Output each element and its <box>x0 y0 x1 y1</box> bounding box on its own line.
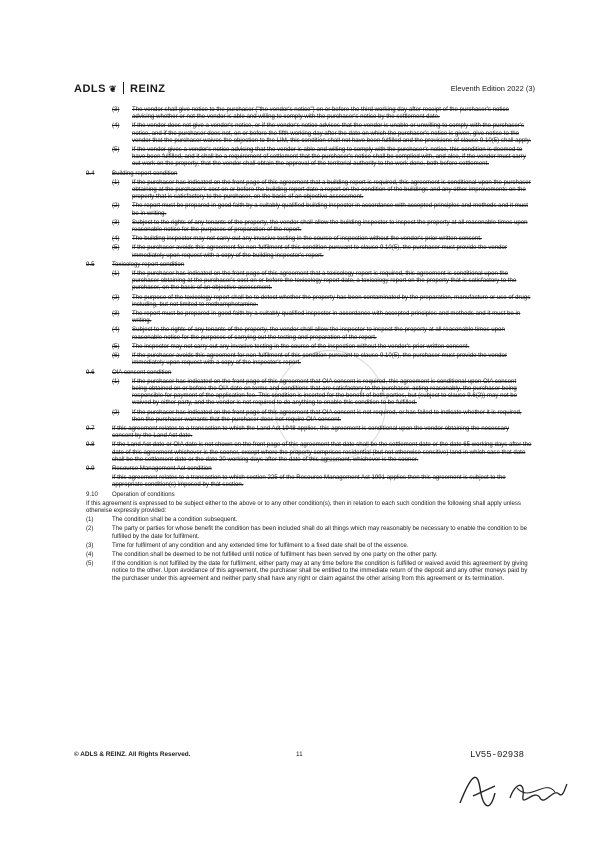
handwritten-signature-icon <box>455 758 575 818</box>
clause-9-10-1: (1) The condition shall be a condition subsequent. <box>86 516 238 524</box>
clause-9-5-1: (1) If the purchaser has indicated on the front page of this agreement that a toxicology report is required, this agreement is conditional upon the purchaser obtaining at the purchaser's cost on or before the toxicology report date, a toxicology report on the property that is satisfactory to the purchaser, on the basis of an objective assessment. <box>112 270 517 292</box>
clause-9-5-4: (4) Subject to the rights of any tenants of the property, the vendor shall allow the inspector to inspect the property at all reasonable times upon reasonable notice for the purposes of carrying out the testing and preparation of the report. <box>112 326 505 341</box>
section-9-5-heading: 9.5 Toxicology report condition <box>86 260 185 268</box>
clause-9-3-5: (5) If the vendor gives a vendor's notice advising that the vendor is able and willing to comply with the purchaser's notice, this condition is deemed to have been fulfilled, and it shall be a requirement of settlement that the purchaser's notice shall be complied with, and also, if the vendor must carry out work on the property, that the vendor shall obtain the approval of the territorial authority to the work done, both before settlement. <box>112 146 526 168</box>
clause-9-4-2: (2) The report must be prepared in good faith by a suitably qualified building inspector in accordance with accepted principles and methods and it must be in writing. <box>112 202 528 217</box>
clause-9-10-5: (5) If the condition is not fulfilled by the date for fulfilment, either party may at any time before the condition is fulfilled or waived avoid this agreement by giving notice to the other. Upon avoidance of this agreement, the purchaser shall be entitled to the immediate return of the deposit and any other moneys paid by the purchaser under this agreement and neither party shall have any right or claim against the other arising from this agreement or its termination. <box>86 560 528 582</box>
clause-9-10-3: (3) Time for fulfilment of any condition and any extended time for fulfilment to a fixed date shall be of the essence. <box>86 541 409 549</box>
section-9-9-heading: 9.9 Resource Management Act condition <box>86 464 212 472</box>
section-9-8: 9.8 If the Land Act date or OIA date is not shown on the front page of this agreement that date shall be the settlement date or the date 65 working days after the date of this agreement whichever is the sooner, except where the property comprises residential (but not otherwise sensitive) land in which case that date shall be the settlement date or the date 20 working days after the date of this agreement, whichever is the sooner. <box>86 441 532 463</box>
clause-9-4-3: (3) Subject to the rights of any tenants of the property, the vendor shall allow the building inspector to inspect the property at all reasonable times upon reasonable notice for the purposes of preparation of the report. <box>112 218 528 234</box>
brand-logo <box>74 82 166 95</box>
clause-9-5-5: (5) The inspector may not carry out any invasive testing in the course of the inspection without the vendor's prior written consent. <box>112 342 470 350</box>
section-9-6-heading: 9.6 OIA consent condition <box>86 368 172 376</box>
section-9-9-text: If this agreement relates to a transaction to which section 225 of the Resource Management Act 1991 applies then this agreement is subject to the appropriate condition(s) imposed by that section. <box>112 474 506 489</box>
section-9-4-heading: 9.4 Building report condition <box>86 169 178 177</box>
section-9-7: 9.7 If this agreement relates to a transaction to which the Land Act 1948 applies, this agreement is conditional upon the vendor obtaining the necessary consent by the Land Act date. <box>86 424 510 440</box>
section-9-10-heading: 9.10 Operation of conditions <box>86 490 175 498</box>
section-9-10-intro: If this agreement is expressed to be subject either to the above or to any other condition(s), then in relation to each such condition the following shall apply unless otherwise expressly provided: <box>86 499 521 514</box>
kiwi-emblem-icon: ❦ <box>108 84 117 94</box>
page-number: 11 <box>296 751 303 758</box>
clause-9-5-3: (3) The report must be prepared in good faith by a suitably qualified inspector in accordance with accepted principles and methods and it must be in writing. <box>112 310 521 325</box>
document-body <box>86 106 532 584</box>
clause-9-4-1: (1) If the purchaser has indicated on the front page of this agreement that a building report is required, this agreement is conditional upon the purchaser obtaining at the purchaser's cost on or before the building report date a report on the condition of the buildings and any other improvements on the property that is satisfactory to the purchaser, on the basis of an objective assessment. <box>112 178 531 201</box>
clause-9-4-5: (5) If the purchaser avoids this agreement for non-fulfilment of this condition pursuant to clause 9.10(5), the purchaser must provide the vendor immediately upon request with a copy of the building inspector's report. <box>112 244 507 259</box>
clause-9-10-4: (4) The condition shall be deemed to be not fulfilled until notice of fulfilment has been served by one party on the other party. <box>86 550 438 558</box>
clause-9-5-6: (6) If the purchaser avoids this agreement for non-fulfilment of this condition pursuant to clause 9.10(5), the purchaser must provide the vendor immediately upon request with a copy of the inspector's report. <box>112 352 507 367</box>
clause-9-6-2: (2) If the purchaser has indicated on the front page of this agreement that OIA consent is not required, or has failed to indicate whether it is required, then the purchaser warrants that the purchaser does not require OIA consent. <box>112 408 522 423</box>
logo-divider <box>123 82 124 94</box>
copyright-notice: © ADLS & REINZ. All Rights Reserved. <box>74 751 191 758</box>
clause-9-3-3: (3) The vendor shall give notice to the purchaser ("the vendor's notice") on or before the third working day after receipt of the purchaser's notice advising whether or not the vendor is able and willing to comply with the purchaser's notice by the settlement date. <box>112 106 509 121</box>
clause-9-4-4: (4) The building inspector may not carry out any invasive testing in the course of inspection without the vendor's prior written consent. <box>112 235 482 243</box>
clause-9-6-1: (1) If the purchaser has indicated on the front page of this agreement that OIA consent is required, this agreement is conditional upon OIA consent being obtained on or before the OIA date on terms and conditions that are satisfactory to the purchaser, acting reasonably, the purchaser being responsible for payment of the application fee. This condition is inserted for the benefit of both parties, but (subject to clause 9.6(2)) may not be waived by either party, and the vendor is not required to do anything to enable this condition to be fulfilled. <box>112 377 518 407</box>
clause-9-10-2: (2) The party or parties for whose benefit the condition has been included shall do all things which may reasonably be necessary to enable the condition to be fulfilled by the date for fulfilment. <box>86 525 527 540</box>
brand-adls: ADLS <box>74 83 106 95</box>
clause-9-3-4: (4) If the vendor does not give a vendor's notice, or if the vendor's notice advises that the vendor is unable or unwilling to comply with the purchaser's notice, and if the purchaser does not, on or before the fifth working day after the date on which the purchaser's notice is given, give notice to the vendor that the purchaser waives the objection to the LIM, this condition shall not have been fulfilled and the provisions of clause 9.10(5) shall apply. <box>112 122 531 144</box>
clause-9-5-2: (2) The purpose of the toxicology report shall be to detect whether the property has been contaminated by the preparation, manufacture or use of drugs including, but not limited to methamphetamine. <box>112 293 531 308</box>
brand-reinz: REINZ <box>130 83 166 95</box>
document-code: LV55-02938 <box>470 750 525 760</box>
edition-label: Eleventh Edition 2022 (3) <box>450 84 535 93</box>
